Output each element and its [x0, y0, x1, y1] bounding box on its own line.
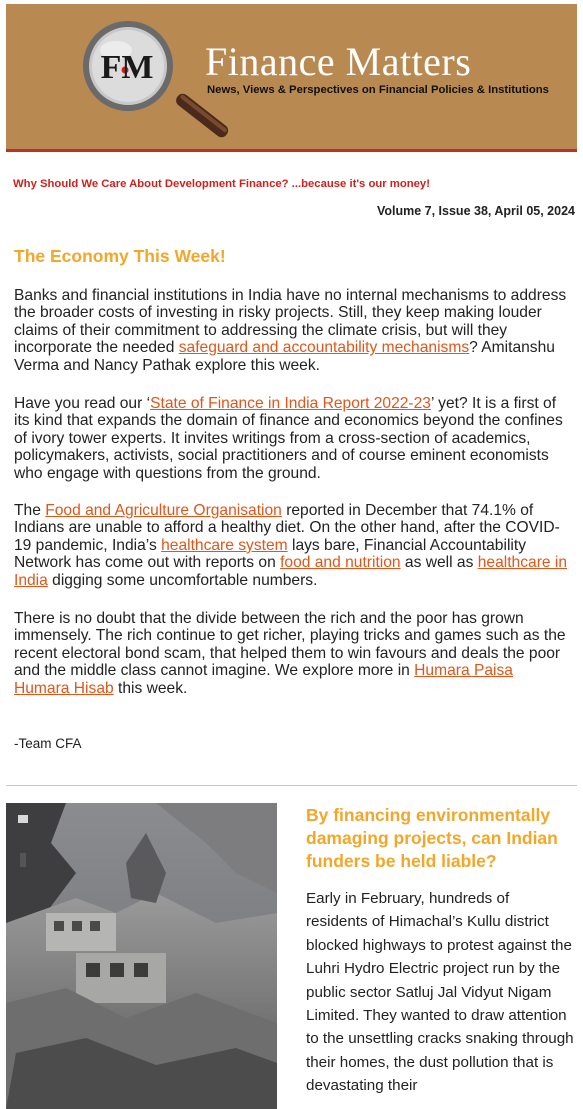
article-excerpt: Early in February, hundreds of residents of Himachal’s Kullu district blocked highways to protest against the Luhri Hydro Electric project run by the public sector Satluj Jal Vidyut Nigam Limited. They wanted to draw attention to the unsettling cracks snaking through their homes, the dust pollution that is devastating their	[306, 890, 574, 1095]
masthead-tagline: News, Views & Perspectives on Financial Policies & Institutions	[207, 84, 549, 96]
paragraph-4: There is no doubt that the divide between the rich and the poor has grown immensely. The rich continue to get richer, playing tricks and games such as the recent electoral bond scam, that helped them to win favours and deals the poor and the middle class cannot imagine. We explore more in Humara Paisa Humara Hisab this week.	[14, 610, 566, 697]
link-state-of-finance-report[interactable]: State of Finance in India Report 2022-23	[150, 395, 431, 412]
section-divider	[6, 785, 577, 786]
article-photo[interactable]	[6, 803, 277, 1109]
section-title: The Economy This Week!	[14, 246, 226, 266]
link-humara-paisa-humara-hisab[interactable]: Humara Paisa Humara Hisab	[14, 662, 513, 697]
link-healthcare-in-india[interactable]: healthcare in India	[14, 554, 568, 589]
link-food-and-nutrition[interactable]: food and nutrition	[280, 554, 401, 572]
logo-text: FM	[100, 49, 154, 86]
paragraph-2: Have you read our ‘State of Finance in India Report 2022-23’ yet? It is a first of its kind that expands the domain of finance and economics beyond the confines of ivory tower experts. It invites writings from a cross-section of academics, policymakers, activists, social practitioners and of course eminent economists who engage with questions from the ground.	[14, 395, 563, 482]
signoff: -Team CFA	[14, 736, 82, 751]
masthead-title: Finance Matters	[205, 39, 472, 84]
article-title[interactable]: By financing environmentally damaging projects, can Indian funders be held liable?	[306, 805, 558, 871]
paragraph-3: The Food and Agriculture Organisation reported in December that 74.1% of Indians are unable to afford a healthy diet. On the other hand, after the COVID-19 pandemic, India’s healthcare system lays bare, Financial Accountability Network has come out with reports on food and nutrition as well as healthcare in India digging some uncomfortable numbers.	[14, 502, 568, 589]
link-healthcare-system[interactable]: healthcare system	[161, 536, 288, 554]
paragraph-1: Banks and financial institutions in India have no internal mechanisms to address the broader costs of investing in risky projects. Still, they keep making louder claims of their commitment to addressing the climate crisis, but will they incorporate the needed safeguard and accountability mechanisms? Amitanshu Verma and Nancy Pathak explore this week.	[14, 287, 567, 374]
slogan: Why Should We Care About Development Finance? ...because it's our money!	[13, 178, 430, 190]
link-fao[interactable]: Food and Agriculture Organisation	[45, 502, 282, 519]
issue-info: Volume 7, Issue 38, April 05, 2024	[376, 204, 575, 218]
link-safeguard-mechanisms[interactable]: safeguard and accountability mechanisms	[178, 339, 470, 357]
